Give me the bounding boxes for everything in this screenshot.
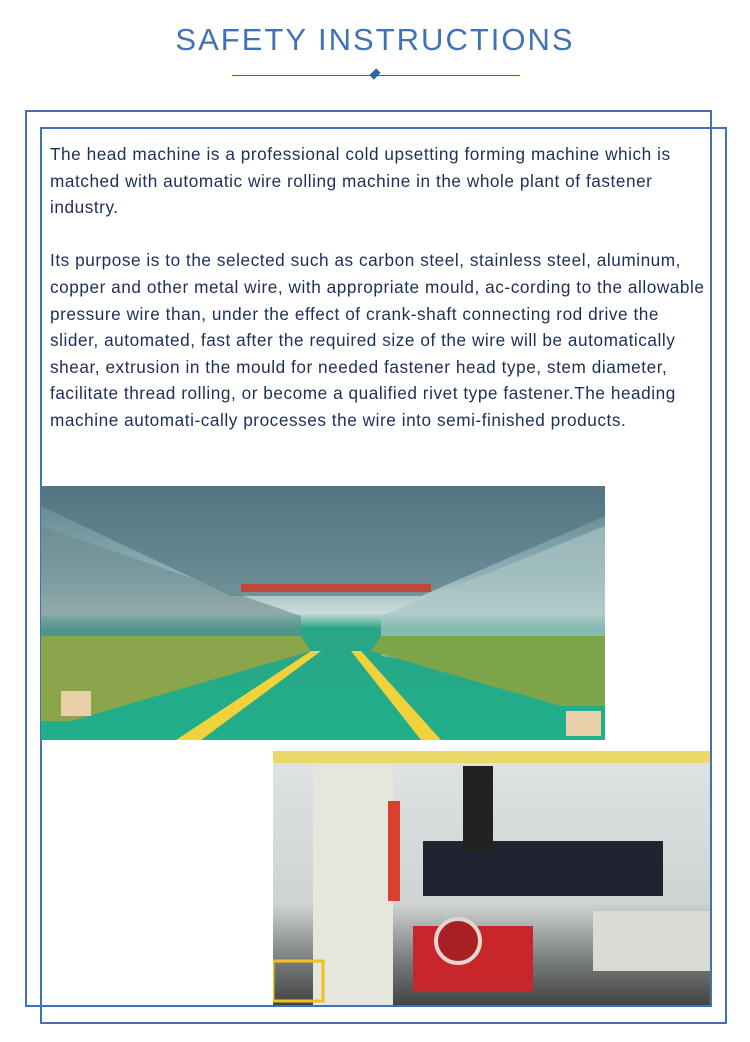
- description-text: [50, 141, 710, 460]
- paragraph-intro: The head machine is a professional cold upsetting forming machine which is matched with automatic wire rolling machine in the whole plant of fastener industry.: [50, 144, 671, 218]
- diamond-icon: [369, 68, 380, 79]
- paragraph-purpose: Its purpose is to the selected such as carbon steel, stainless steel, aluminum, copper and other metal wire, with appropriate mould, ac-cording to the allowable pressure wire than, under the effect of crank-shaft connecting rod drive the slider, automated, fast after the required size of the wire will be automatically shear, extrusion in the mould for needed fastener head type, stem diameter, facilitate thread rolling, or become a qualified rivet type fastener.The heading machine automati-cally processes the wire into semi-finished products.: [50, 250, 705, 430]
- page-title: SAFETY INSTRUCTIONS: [175, 22, 575, 57]
- factory-floor-image: [41, 486, 605, 740]
- gantry-machine-image: [273, 751, 710, 1005]
